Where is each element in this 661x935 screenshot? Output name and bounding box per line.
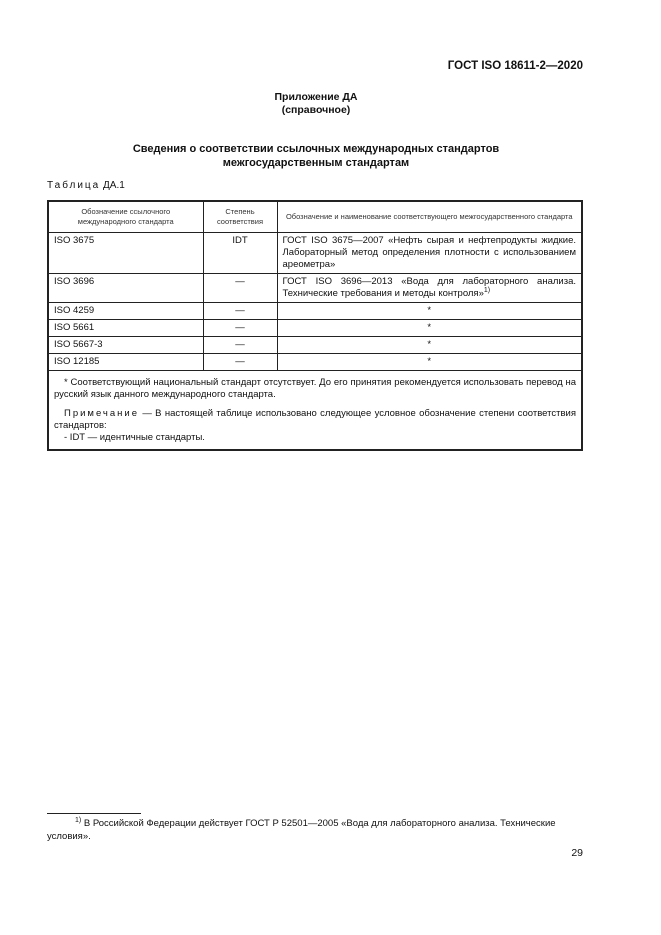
cell-name: ГОСТ ISO 3675—2007 «Нефть сырая и нефтепродукты жидкие. Лабораторный метод определения плотности с использованием ареометра» (277, 233, 582, 274)
section-title (0, 142, 632, 170)
cell-name (277, 274, 582, 303)
cell-ref: ISO 5667-3 (48, 337, 203, 354)
section-title-line2: межгосударственным стандартам (222, 157, 410, 169)
document-code: ГОСТ ISO 18611-2—2020 (447, 60, 583, 72)
cell-name: * (277, 337, 582, 354)
table-row (48, 303, 582, 320)
cell-ref: ISO 5661 (48, 320, 203, 337)
table-caption-number: ДА.1 (103, 180, 125, 191)
section-title-line1: Сведения о соответствии ссылочных международных стандартов (132, 143, 500, 155)
cell-ref: ISO 3696 (48, 274, 203, 303)
note-paragraph (54, 408, 576, 432)
correspondence-table (47, 200, 583, 451)
footnote-divider (47, 813, 141, 814)
annex-heading (0, 91, 632, 117)
cell-ref: ISO 4259 (48, 303, 203, 320)
cell-name-text: ГОСТ ISO 3696—2013 «Вода для лабораторного анализа. Технические требования и методы контроля» (282, 276, 576, 299)
cell-name: * (277, 354, 582, 371)
table-caption (47, 180, 125, 191)
footnote-mark: 1) (75, 816, 82, 824)
table-row (48, 274, 582, 303)
table-caption-word: Таблица (47, 180, 101, 191)
cell-degree: — (203, 274, 277, 303)
footnote (47, 817, 584, 843)
page-number: 29 (571, 847, 583, 859)
header-degree: Степень соответствия (203, 201, 277, 233)
cell-degree: IDT (203, 233, 277, 274)
cell-degree: — (203, 337, 277, 354)
table-header-row (48, 201, 582, 233)
header-ref-standard: Обозначение ссылочного международного стандарта (48, 201, 203, 233)
star-note: * Соответствующий национальный стандарт отсутствует. До его принятия рекомендуется использовать перевод на русский язык данного международного стандарта. (54, 377, 576, 400)
table-row (48, 320, 582, 337)
annex-subtitle: (справочное) (281, 104, 351, 116)
annex-title: Приложение ДА (274, 91, 358, 103)
note-text: — В настоящей таблице использовано следующее условное обозначение степени соответствия стандартов: (54, 408, 576, 431)
footnote-ref-mark: 1) (483, 286, 491, 294)
note-label: Примечание (64, 408, 139, 419)
table-notes (48, 371, 582, 451)
table-row (48, 337, 582, 354)
cell-ref: ISO 12185 (48, 354, 203, 371)
cell-degree: — (203, 354, 277, 371)
table-row (48, 354, 582, 371)
cell-ref: ISO 3675 (48, 233, 203, 274)
cell-name: * (277, 303, 582, 320)
cell-degree: — (203, 320, 277, 337)
footnote-text: В Российской Федерации действует ГОСТ Р 52501—2005 «Вода для лабораторного анализа. Технические условия». (47, 818, 556, 842)
cell-name: * (277, 320, 582, 337)
header-interstate-standard: Обозначение и наименование соответствующего межгосударственного стандарта (277, 201, 582, 233)
cell-degree: — (203, 303, 277, 320)
table-footer-row (48, 371, 582, 451)
table-row (48, 233, 582, 274)
note-item: - IDT — идентичные стандарты. (64, 432, 205, 443)
